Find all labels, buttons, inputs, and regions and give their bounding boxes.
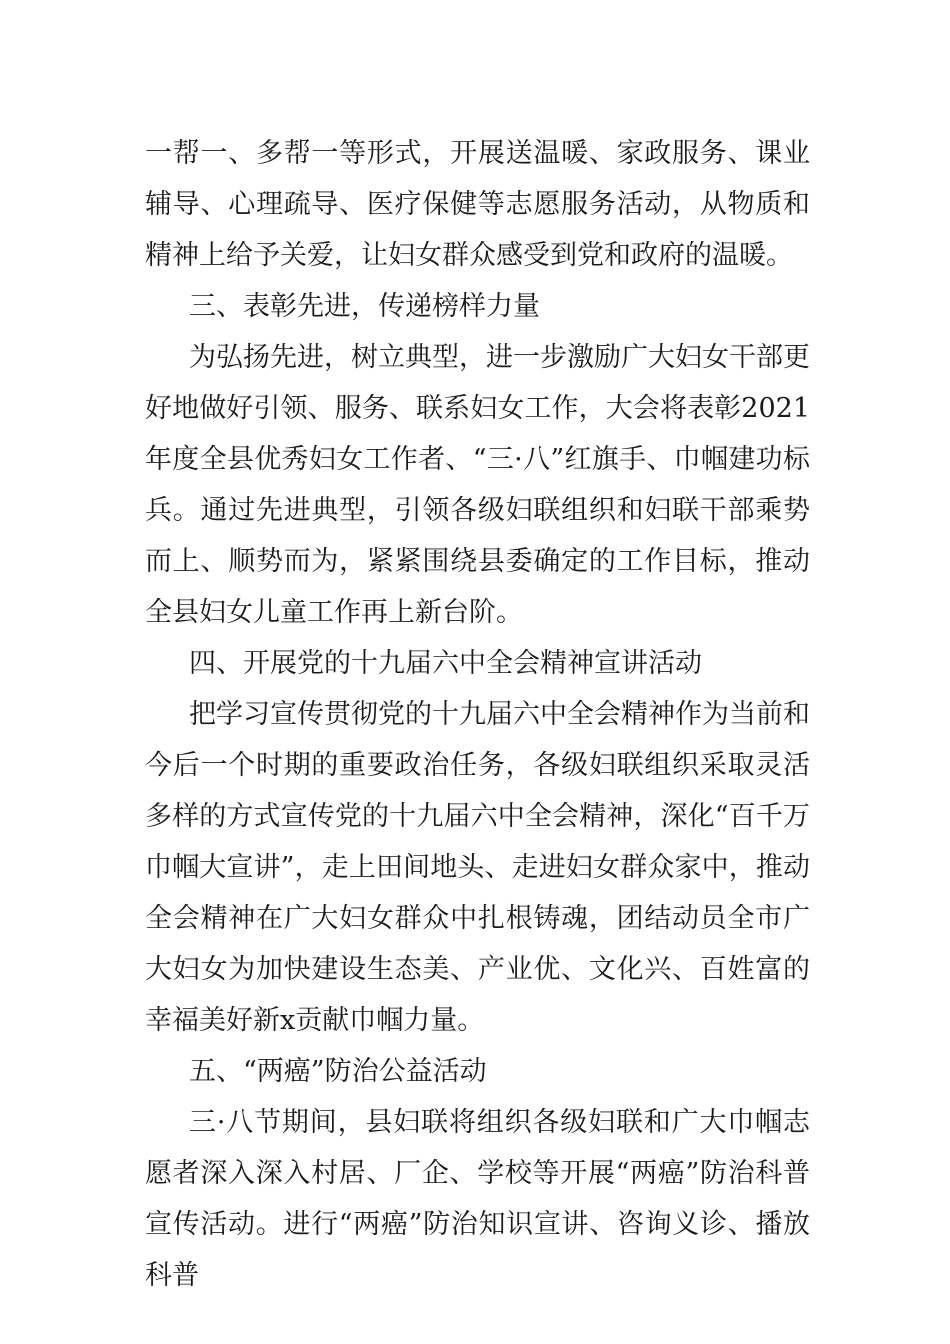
section-heading-5: 五、“两癌”防治公益活动	[189, 1056, 487, 1087]
document-body	[145, 128, 810, 1301]
section-heading-4: 四、开展党的十九届六中全会精神宣讲活动	[189, 648, 702, 679]
paragraph-propaganda: 把学习宣传贯彻党的十九届六中全会精神作为当前和今后一个时期的重要政治任务，各级妇联组织采取灵活多样的方式宣传党的十九届六中全会精神，深化“百千万巾帼大宣讲”，走上田间地头、走进妇女群众家中，推动全会精神在广大妇女群众中扎根铸魂，团结动员全市广大妇女为加快建设生态美、产业优、文化兴、百姓富的幸福美好新x贡献巾帼力量。	[145, 699, 810, 1036]
paragraph-continuation: 一帮一、多帮一等形式，开展送温暖、家政服务、课业辅导、心理疏导、医疗保健等志愿服务活动，从物质和精神上给予关爱，让妇女群众感受到党和政府的温暖。	[145, 138, 810, 271]
paragraph-commendation: 为弘扬先进，树立典型，进一步激励广大妇女干部更好地做好引领、服务、联系妇女工作，大会将表彰2021年度全县优秀妇女工作者、“三·八”红旗手、巾帼建功标兵。通过先进典型，引领各级妇联组织和妇联干部乘势而上、顺势而为，紧紧围绕县委确定的工作目标，推动全县妇女儿童工作再上新台阶。	[145, 342, 810, 628]
paragraph-screening: 三·八节期间，县妇联将组织各级妇联和广大巾帼志愿者深入深入村居、厂企、学校等开展“两癌”防治科普宣传活动。进行“两癌”防治知识宣讲、咨询义诊、播放科普	[145, 1107, 810, 1291]
section-heading-3: 三、表彰先进，传递榜样力量	[189, 291, 540, 322]
